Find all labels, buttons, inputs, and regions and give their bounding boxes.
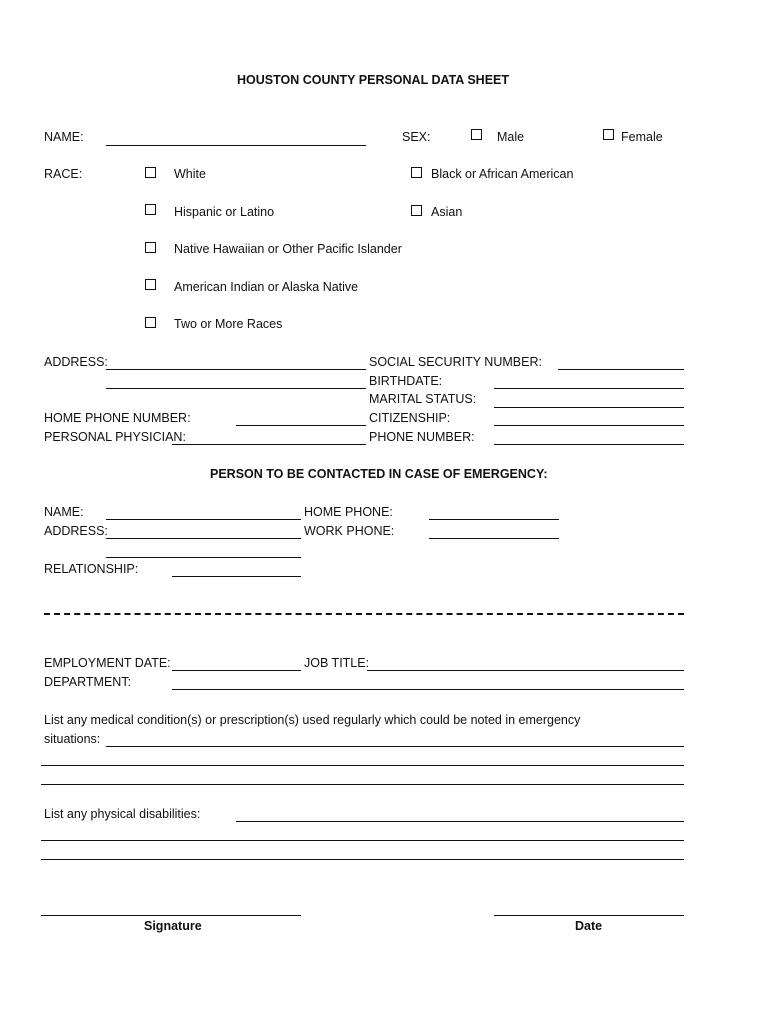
race-hawaiian-label: Native Hawaiian or Other Pacific Islander xyxy=(174,242,402,256)
race-black-checkbox[interactable] xyxy=(411,167,422,178)
employment-date-label: EMPLOYMENT DATE: xyxy=(44,656,171,670)
relationship-field[interactable] xyxy=(172,576,301,577)
emergency-home-phone-label: HOME PHONE: xyxy=(304,505,393,519)
male-checkbox[interactable] xyxy=(471,129,482,140)
job-title-label: JOB TITLE: xyxy=(304,656,370,670)
disabilities-field-2[interactable] xyxy=(41,840,684,841)
race-hispanic-label: Hispanic or Latino xyxy=(174,205,275,219)
race-multi-checkbox[interactable] xyxy=(145,317,156,328)
birthdate-field[interactable] xyxy=(494,388,684,389)
physician-label: PERSONAL PHYSICIAN: xyxy=(44,430,186,444)
form-title: HOUSTON COUNTY PERSONAL DATA SHEET xyxy=(237,73,510,87)
emergency-name-label: NAME: xyxy=(44,505,84,519)
disabilities-field-3[interactable] xyxy=(41,859,684,860)
citizenship-field[interactable] xyxy=(494,425,684,426)
emergency-home-phone-field[interactable] xyxy=(429,519,559,520)
race-hawaiian-checkbox[interactable] xyxy=(145,242,156,253)
department-label: DEPARTMENT: xyxy=(44,675,132,689)
race-hispanic-checkbox[interactable] xyxy=(145,204,156,215)
phone-number-label: PHONE NUMBER: xyxy=(369,430,475,444)
male-label: Male xyxy=(497,130,525,144)
date-label: Date xyxy=(575,919,603,933)
medical-field-2[interactable] xyxy=(41,765,684,766)
race-black-label: Black or African American xyxy=(431,167,574,181)
sex-label: SEX: xyxy=(402,130,431,144)
department-field[interactable] xyxy=(172,689,684,690)
race-white-label: White xyxy=(174,167,206,181)
emergency-work-phone-label: WORK PHONE: xyxy=(304,524,395,538)
disabilities-label: List any physical disabilities: xyxy=(44,807,201,821)
medical-text-line2: situations: xyxy=(44,732,101,746)
address-field-1[interactable] xyxy=(106,369,366,370)
signature-field[interactable] xyxy=(41,915,301,916)
disabilities-field-1[interactable] xyxy=(236,821,684,822)
medical-text-line1: List any medical condition(s) or prescription(s) used regularly which could be noted in emergency xyxy=(44,713,581,727)
race-asian-label: Asian xyxy=(431,205,463,219)
race-asian-checkbox[interactable] xyxy=(411,205,422,216)
date-field[interactable] xyxy=(494,915,684,916)
emergency-heading: PERSON TO BE CONTACTED IN CASE OF EMERGENCY: xyxy=(210,467,548,481)
home-phone-label: HOME PHONE NUMBER: xyxy=(44,411,191,425)
employment-date-field[interactable] xyxy=(172,670,301,671)
dashed-divider xyxy=(44,613,684,615)
emergency-address-field-2[interactable] xyxy=(106,557,301,558)
home-phone-field[interactable] xyxy=(236,425,366,426)
race-native-label: American Indian or Alaska Native xyxy=(174,280,359,294)
medical-field-3[interactable] xyxy=(41,784,684,785)
job-title-field[interactable] xyxy=(367,670,684,671)
citizenship-label: CITIZENSHIP: xyxy=(369,411,451,425)
female-checkbox[interactable] xyxy=(603,129,614,140)
race-white-checkbox[interactable] xyxy=(145,167,156,178)
female-label: Female xyxy=(621,130,663,144)
emergency-name-field[interactable] xyxy=(106,519,301,520)
marital-field[interactable] xyxy=(494,407,684,408)
address-field-2[interactable] xyxy=(106,388,366,389)
relationship-label: RELATIONSHIP: xyxy=(44,562,139,576)
ssn-label: SOCIAL SECURITY NUMBER: xyxy=(369,355,542,369)
emergency-address-label: ADDRESS: xyxy=(44,524,108,538)
signature-label: Signature xyxy=(144,919,202,933)
race-label: RACE: xyxy=(44,167,83,181)
name-field[interactable] xyxy=(106,145,366,146)
race-native-checkbox[interactable] xyxy=(145,279,156,290)
emergency-address-field-1[interactable] xyxy=(106,538,301,539)
physician-field[interactable] xyxy=(172,444,366,445)
marital-label: MARITAL STATUS: xyxy=(369,392,477,406)
birthdate-label: BIRTHDATE: xyxy=(369,374,443,388)
race-multi-label: Two or More Races xyxy=(174,317,283,331)
phone-number-field[interactable] xyxy=(494,444,684,445)
emergency-work-phone-field[interactable] xyxy=(429,538,559,539)
address-label: ADDRESS: xyxy=(44,355,108,369)
ssn-field[interactable] xyxy=(558,369,684,370)
medical-field-1[interactable] xyxy=(106,746,684,747)
name-label: NAME: xyxy=(44,130,84,144)
